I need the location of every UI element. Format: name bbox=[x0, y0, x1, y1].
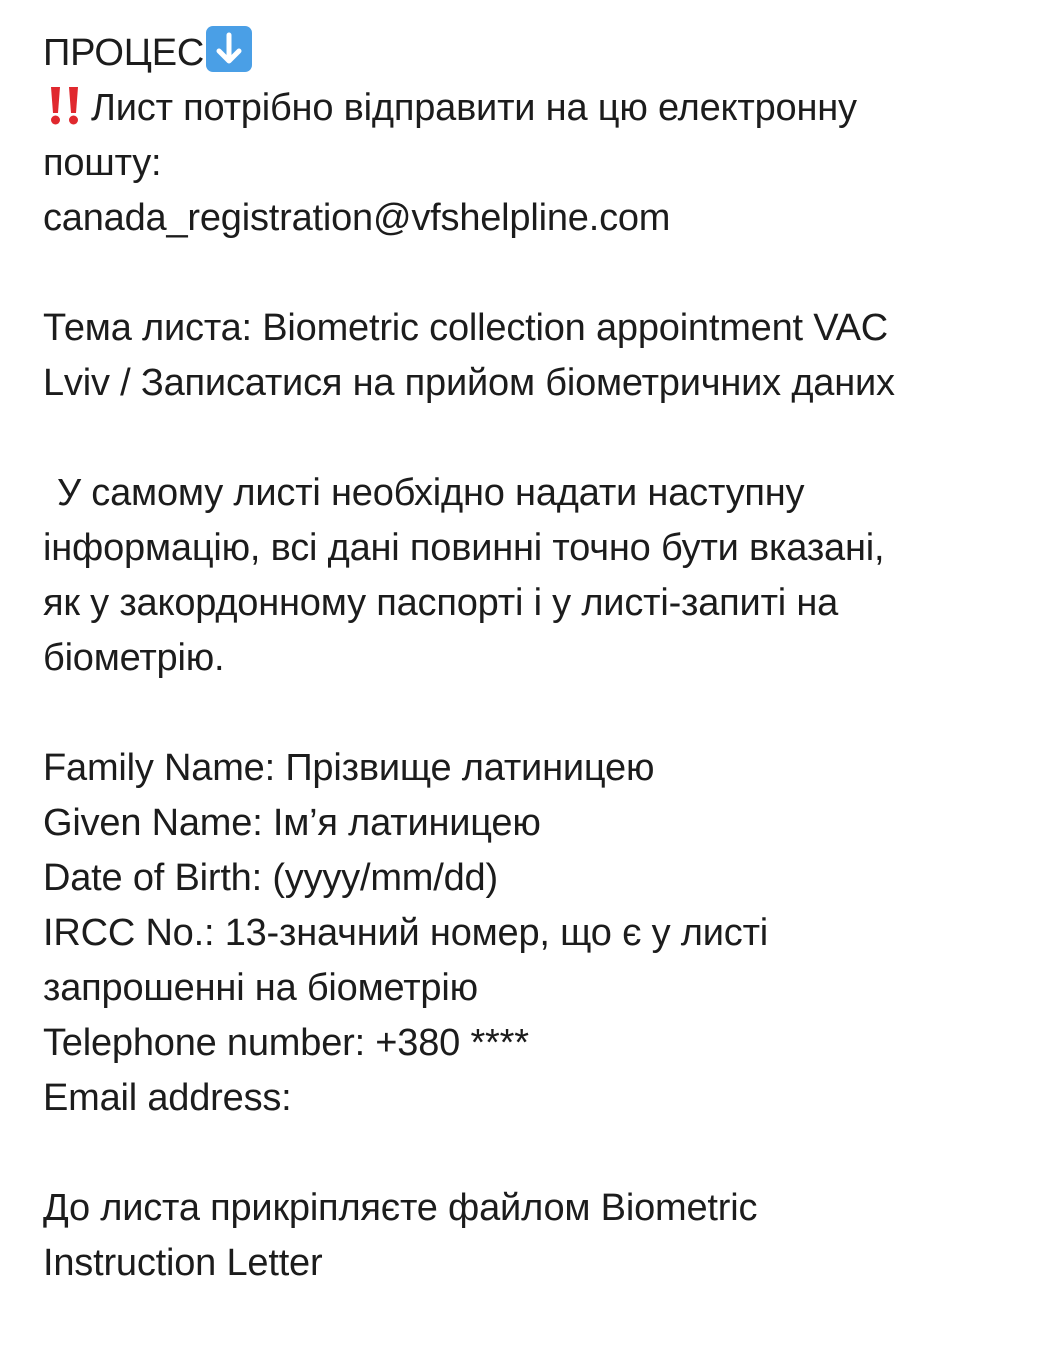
spacer bbox=[43, 1126, 1028, 1181]
title-text: ПРОЦЕС bbox=[43, 32, 205, 74]
info-line-4: біометрію. bbox=[43, 637, 225, 679]
field-ircc-line-1: IRCC No.: 13-значний номер, що є у листі bbox=[43, 912, 769, 954]
subject-line-1: Тема листа: Biometric collection appointment VAC bbox=[43, 307, 888, 349]
info-line-3: як у закордонному паспорті і у листі-запиті на bbox=[43, 582, 839, 624]
double-exclamation-emoji-icon bbox=[43, 83, 87, 127]
down-arrow-emoji-icon bbox=[206, 26, 252, 72]
title-line bbox=[43, 26, 1028, 81]
subject-line-2: Lviv / Записатися на прийом біометричних даних bbox=[43, 362, 895, 404]
attach-line-1: До листа прикріпляєте файлом Biometric bbox=[43, 1187, 758, 1229]
spacer bbox=[43, 411, 1028, 466]
info-line-2: інформацію, всі дані повинні точно бути вказані, bbox=[43, 527, 885, 569]
field-email: Email address: bbox=[43, 1077, 292, 1119]
intro-text-1: Лист потрібно відправити на цю електронну bbox=[91, 87, 857, 129]
message-body bbox=[43, 26, 1028, 1291]
spacer bbox=[43, 246, 1028, 301]
attach-line-2: Instruction Letter bbox=[43, 1242, 323, 1284]
intro-line-2: пошту: bbox=[43, 142, 162, 184]
email-address-text[interactable]: canada_registration@vfshelpline.com bbox=[43, 197, 671, 239]
intro-line-1 bbox=[43, 81, 1028, 136]
field-given-name: Given Name: Ім’я латиницею bbox=[43, 802, 541, 844]
field-date-of-birth: Date of Birth: (yyyy/mm/dd) bbox=[43, 857, 498, 899]
field-telephone: Telephone number: +380 **** bbox=[43, 1022, 529, 1064]
spacer bbox=[43, 686, 1028, 741]
info-line-1: У самому листі необхідно надати наступну bbox=[57, 472, 805, 514]
field-family-name: Family Name: Прізвище латиницею bbox=[43, 747, 655, 789]
field-ircc-line-2: запрошенні на біометрію bbox=[43, 967, 478, 1009]
